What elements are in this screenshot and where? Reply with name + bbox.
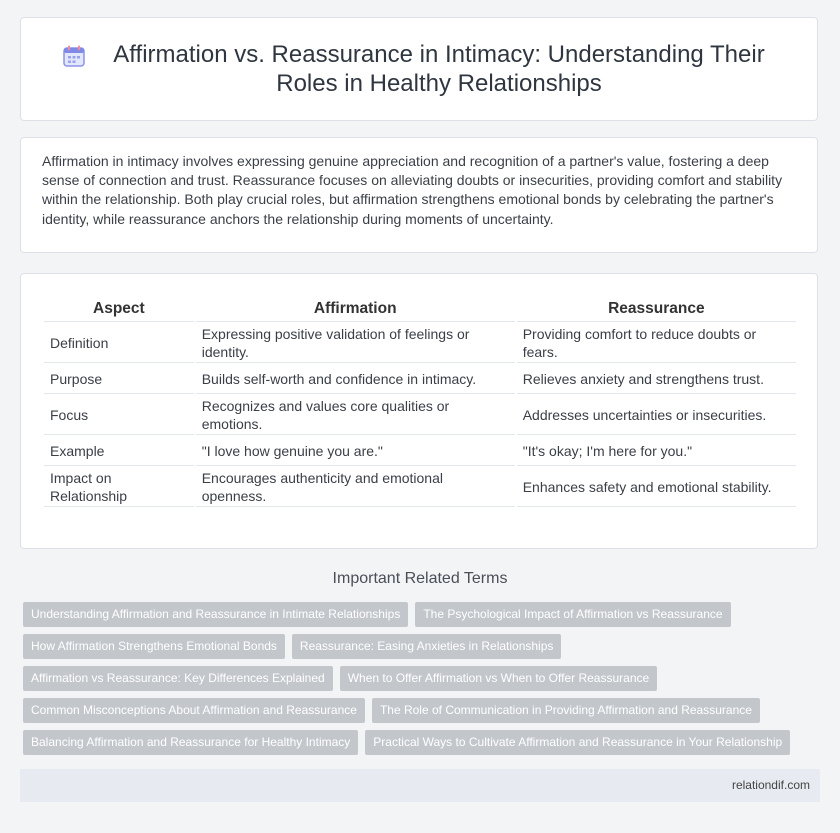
table-row (44, 365, 796, 394)
row-reassurance: Providing comfort to reduce doubts or fears. (517, 324, 796, 363)
row-reassurance: Addresses uncertainties or insecurities. (517, 396, 796, 435)
comparison-card (20, 273, 818, 549)
row-aspect: Definition (44, 324, 194, 363)
related-term-tag[interactable]: Understanding Affirmation and Reassurance in Intimate Relationships (23, 602, 408, 627)
row-reassurance: "It's okay; I'm here for you." (517, 437, 796, 466)
header-reassurance: Reassurance (517, 298, 796, 322)
page-title: Affirmation vs. Reassurance in Intimacy: Understanding Their Roles in Healthy Relationships (113, 41, 765, 97)
table-header-row (44, 298, 796, 322)
intro-paragraph: Affirmation in intimacy involves expressing genuine appreciation and recognition of a partner's value, fostering a deep sense of connection and trust. Reassurance focuses on alleviating doubts or insecurities, providing comfort and stability within the relationship. Both play crucial roles, but affirmation strengthens emotional bonds by celebrating the partner's identity, while reassurance anchors the relationship during moments of uncertainty. (42, 153, 783, 227)
title-card (20, 17, 818, 121)
row-affirmation: Encourages authenticity and emotional openness. (196, 468, 515, 507)
related-term-tag[interactable]: Practical Ways to Cultivate Affirmation and Reassurance in Your Relationship (365, 730, 790, 755)
related-terms-heading: Important Related Terms (332, 570, 508, 587)
related-term-tag[interactable]: Balancing Affirmation and Reassurance for Healthy Intimacy (23, 730, 358, 755)
calendar-icon (61, 43, 87, 69)
table-row (44, 396, 796, 435)
related-terms-list (23, 602, 823, 762)
table-row (44, 437, 796, 466)
related-term-tag[interactable]: When to Offer Affirmation vs When to Offer Reassurance (340, 666, 657, 691)
footer (20, 769, 820, 802)
row-aspect: Impact on Relationship (44, 468, 194, 507)
related-term-tag[interactable]: Common Misconceptions About Affirmation and Reassurance (23, 698, 365, 723)
row-aspect: Example (44, 437, 194, 466)
row-reassurance: Relieves anxiety and strengthens trust. (517, 365, 796, 394)
table-row (44, 324, 796, 363)
related-term-tag[interactable]: Reassurance: Easing Anxieties in Relationships (292, 634, 561, 659)
row-aspect: Purpose (44, 365, 194, 394)
table-row (44, 468, 796, 507)
row-aspect: Focus (44, 396, 194, 435)
comparison-table (42, 296, 798, 509)
row-affirmation: "I love how genuine you are." (196, 437, 515, 466)
related-term-tag[interactable]: The Role of Communication in Providing Affirmation and Reassurance (372, 698, 760, 723)
related-term-tag[interactable]: The Psychological Impact of Affirmation vs Reassurance (415, 602, 730, 627)
footer-site-link[interactable]: relationdif.com (731, 778, 810, 792)
related-term-tag[interactable]: How Affirmation Strengthens Emotional Bonds (23, 634, 285, 659)
row-reassurance: Enhances safety and emotional stability. (517, 468, 796, 507)
header-aspect: Aspect (44, 298, 194, 322)
row-affirmation: Recognizes and values core qualities or emotions. (196, 396, 515, 435)
intro-card (20, 137, 818, 253)
row-affirmation: Builds self-worth and confidence in intimacy. (196, 365, 515, 394)
row-affirmation: Expressing positive validation of feelings or identity. (196, 324, 515, 363)
header-affirmation: Affirmation (196, 298, 515, 322)
related-term-tag[interactable]: Affirmation vs Reassurance: Key Differences Explained (23, 666, 333, 691)
